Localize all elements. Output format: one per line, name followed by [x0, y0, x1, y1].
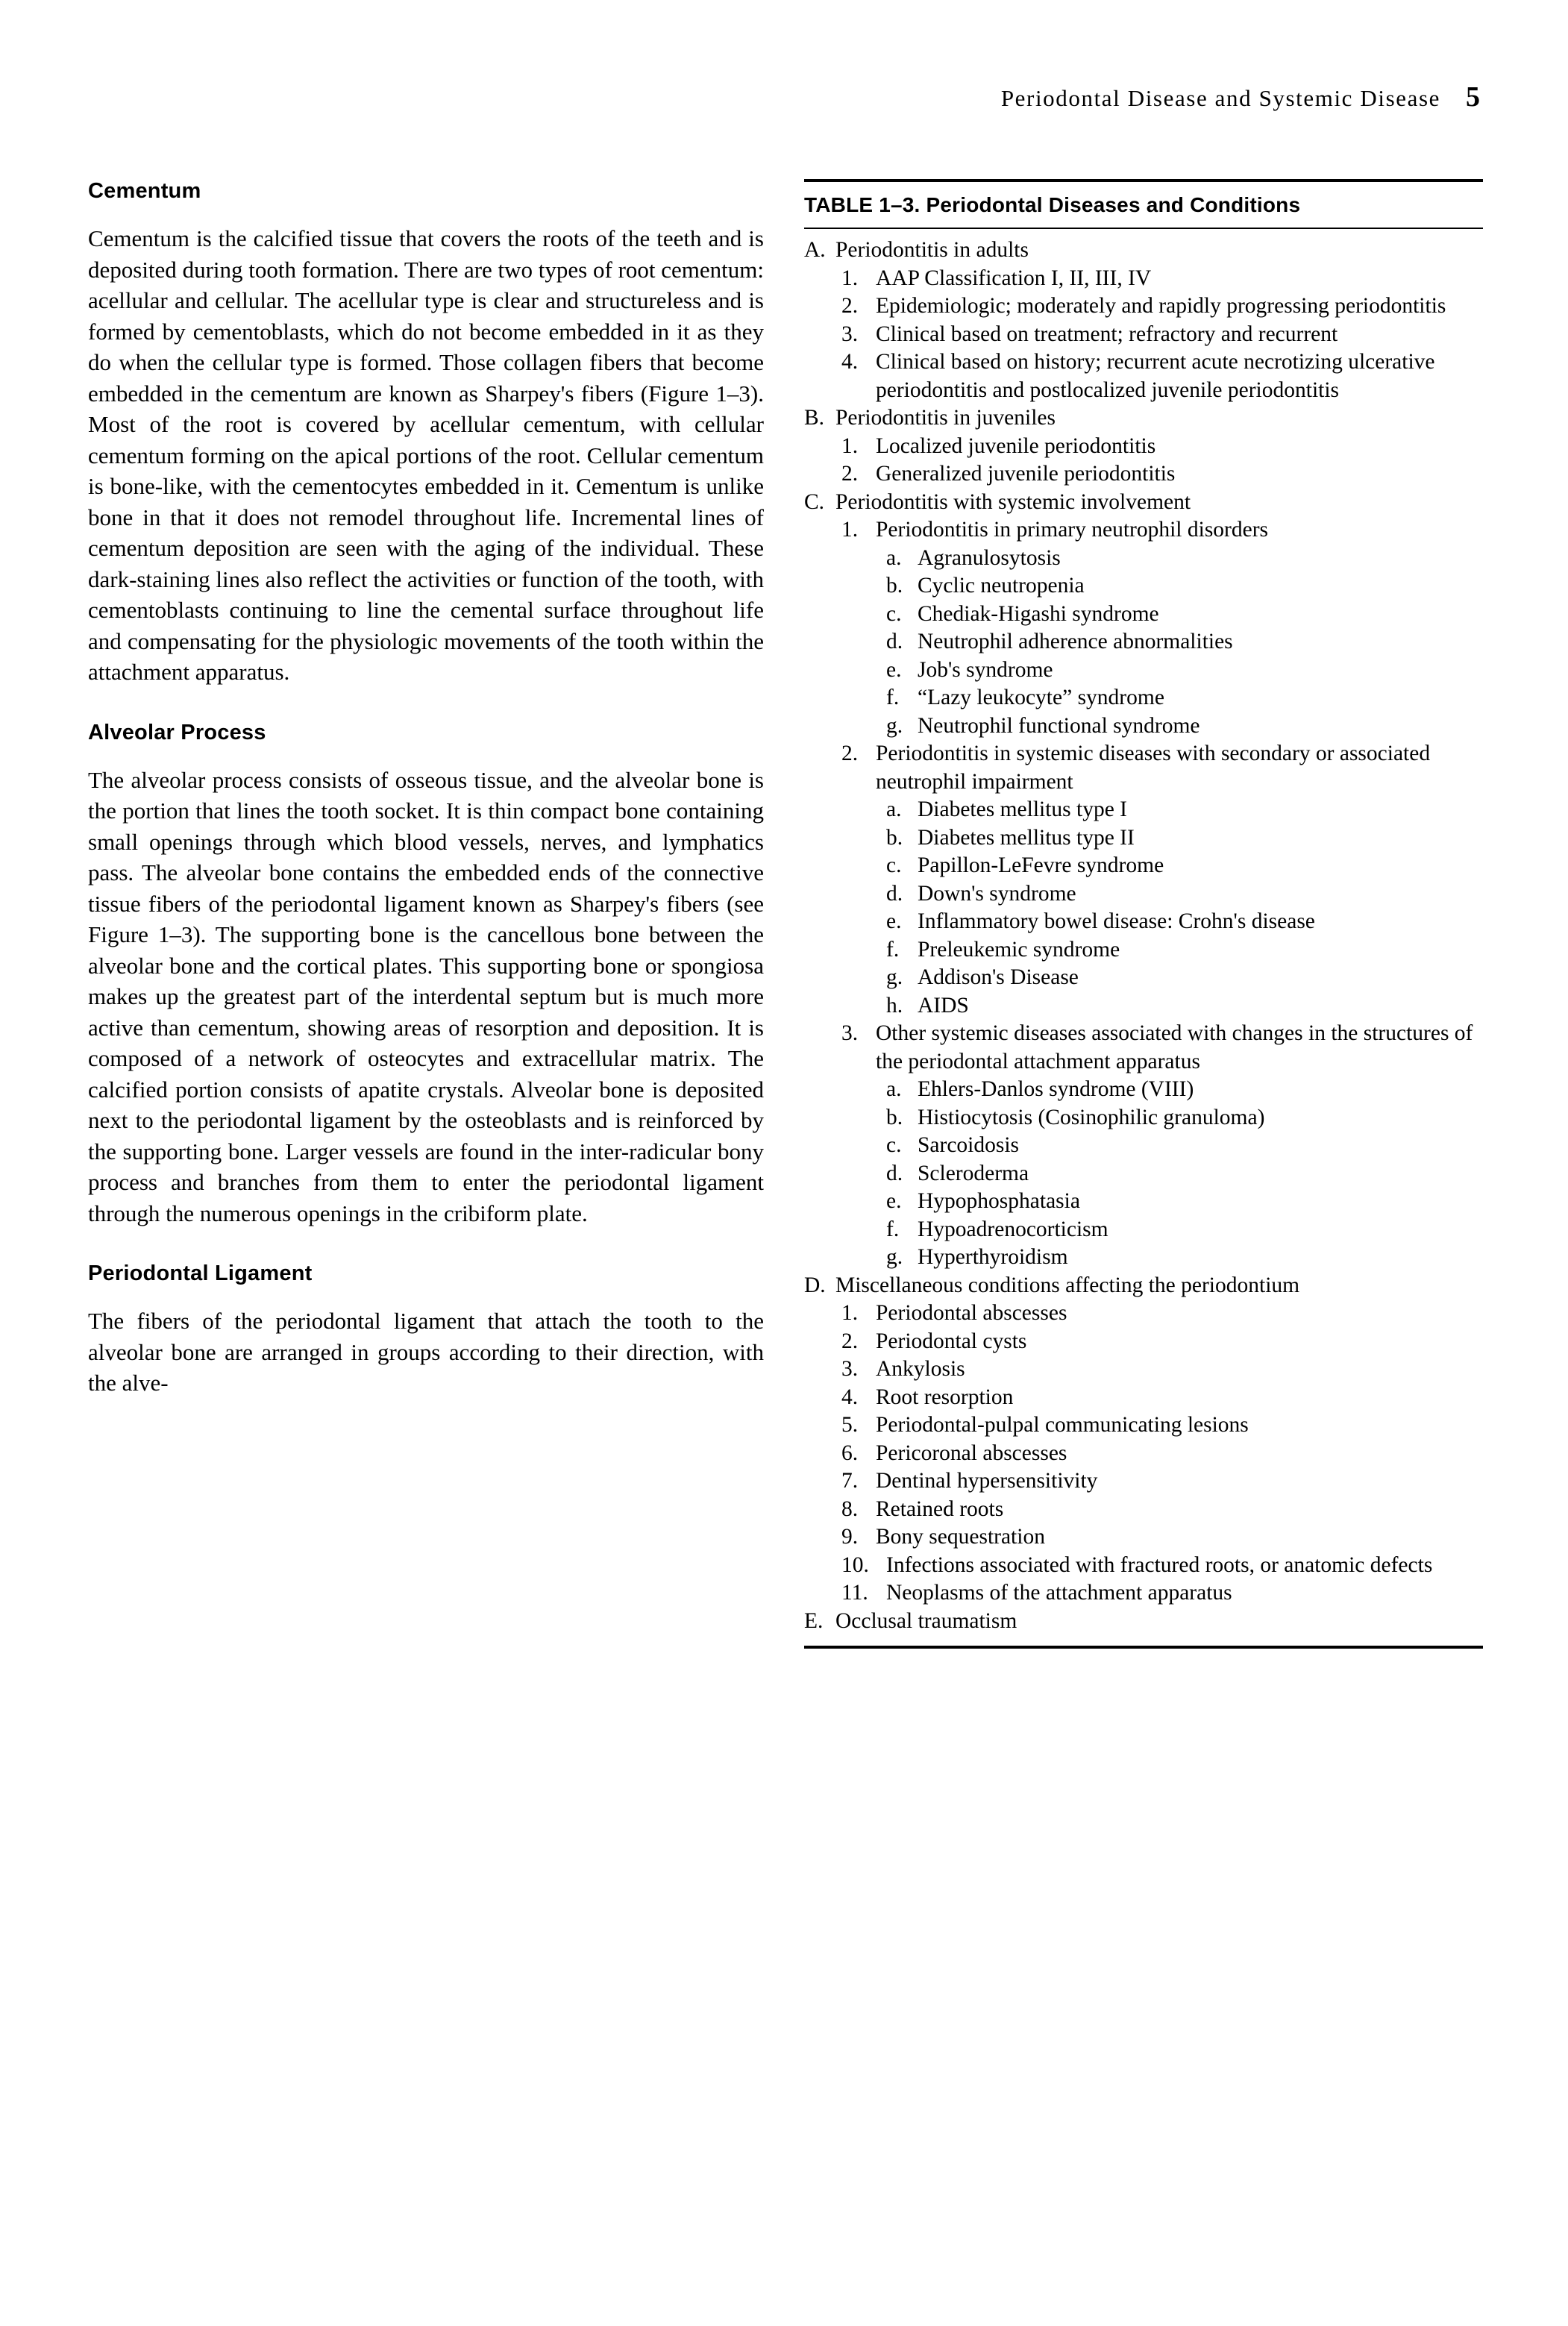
entry-marker: 4.	[841, 350, 859, 374]
entry-marker: g.	[886, 965, 903, 989]
right-column	[804, 179, 1483, 1649]
entry-text: Sarcoidosis	[918, 1133, 1020, 1157]
entry-text: Diabetes mellitus type I	[918, 797, 1127, 821]
table-title: TABLE 1–3. Periodontal Diseases and Conditions	[804, 193, 1301, 216]
entry-marker: g.	[886, 1245, 903, 1269]
entry-marker: 4.	[841, 1385, 859, 1409]
entry-marker: 9.	[841, 1525, 859, 1549]
section-heading-cementum: Cementum	[88, 179, 201, 203]
entry-text: Agranulosytosis	[918, 545, 1061, 570]
entry-marker: 3.	[841, 1021, 859, 1045]
entry-text: Root resorption	[876, 1385, 1014, 1409]
section-heading-alveolar-process: Alveolar Process	[88, 720, 266, 744]
entry-marker: 5.	[841, 1413, 859, 1437]
table-entry	[841, 348, 1483, 404]
entry-text: Periodontitis with systemic involvement	[835, 489, 1191, 514]
table-entry	[886, 824, 1483, 853]
table-entry	[841, 1523, 1483, 1552]
entry-text: Infections associated with fractured roots, or anatomic defects	[886, 1552, 1433, 1577]
entry-marker: b.	[886, 1105, 903, 1129]
entry-marker: b.	[886, 825, 903, 850]
entry-marker: E.	[804, 1608, 824, 1633]
table-bottom-rule	[804, 1646, 1483, 1649]
left-column	[88, 179, 764, 1649]
entry-text: Inflammatory bowel disease: Crohn's disease	[918, 909, 1315, 933]
entry-text: Retained roots	[876, 1496, 1004, 1521]
entry-marker: 11.	[841, 1581, 868, 1605]
table-entry	[886, 880, 1483, 909]
entry-text: Clinical based on treatment; refractory and recurrent	[876, 322, 1338, 346]
entry-marker: 7.	[841, 1469, 859, 1493]
entry-text: Neutrophil adherence abnormalities	[918, 630, 1233, 653]
entry-text: Scleroderma	[918, 1161, 1029, 1185]
entry-text: Pericoronal abscesses	[876, 1441, 1067, 1465]
entry-text: Bony sequestration	[876, 1525, 1045, 1549]
entry-marker: f.	[886, 1217, 900, 1241]
table-entry	[804, 1608, 1483, 1636]
table-entry	[886, 712, 1483, 741]
entry-text: Histiocytosis (Cosinophilic granuloma)	[918, 1105, 1265, 1129]
entry-text: Epidemiologic; moderately and rapidly progressing periodontitis	[876, 294, 1446, 318]
table-entry	[886, 1188, 1483, 1216]
entry-marker: a.	[886, 1077, 902, 1101]
entry-text: AAP Classification I, II, III, IV	[876, 266, 1152, 290]
entry-text: Cyclic neutropenia	[918, 574, 1085, 598]
entry-marker: 6.	[841, 1441, 859, 1465]
entry-marker: f.	[886, 937, 900, 962]
table-entry	[886, 908, 1483, 936]
paragraph-cementum: Cementum is the calcified tissue that covers the roots of the teeth and is deposited during tooth formation. There are two types of root cementum: acellular and cellular. The acellular type is clear and structureless and is formed by cementoblasts, which do not become embedded in it as they do when the cellular type is formed. Those collagen fibers that become embedded in the cementum are known as Sharpey's fibers (Figure 1–3). Most of the root is covered by acellular cementum, with cellular cementum forming on the apical portions of the root. Cellular cementum is bone-like, with the cementocytes embedded in it. Cementum is unlike bone in that it does not remodel throughout life. Incremental lines of cementum deposition are seen with the aging of the individual. These dark-staining lines also reflect the activities or function of the tooth, with cementoblasts continuing to line the cemental surface throughout life and compensating for the physiologic movements of the tooth within the attachment apparatus.	[88, 225, 764, 685]
table-entry	[841, 460, 1483, 489]
entry-text: Hyperthyroidism	[918, 1245, 1068, 1269]
entry-marker: d.	[886, 881, 903, 906]
entry-marker: e.	[886, 1189, 902, 1213]
table-entry	[804, 236, 1483, 265]
table-entry	[886, 1132, 1483, 1160]
table-entry	[841, 1440, 1483, 1468]
table-entry	[841, 1355, 1483, 1384]
paragraph-periodontal-ligament: The fibers of the periodontal ligament that attach the tooth to the alveolar bone are arranged in groups according to their direction, with the alve-	[88, 1308, 764, 1396]
table-entry	[886, 572, 1483, 601]
table-entry	[841, 433, 1483, 461]
entry-marker: 1.	[841, 1301, 859, 1325]
entry-marker: b.	[886, 574, 903, 598]
table-entry	[841, 1411, 1483, 1440]
entry-text: Periodontitis in systemic diseases with secondary or associated neutrophil impairment	[876, 742, 1431, 794]
table-entry	[841, 1300, 1483, 1328]
entry-text: Neoplasms of the attachment apparatus	[886, 1581, 1232, 1605]
entry-text: AIDS	[918, 993, 969, 1018]
table-entry	[886, 1076, 1483, 1104]
entry-text: Other systemic diseases associated with changes in the structures of the periodontal attachment apparatus	[876, 1021, 1473, 1073]
entry-marker: 8.	[841, 1496, 859, 1521]
table-entry	[886, 1160, 1483, 1188]
body-columns	[88, 179, 1483, 1649]
table-entry	[886, 1244, 1483, 1272]
entry-marker: 2.	[841, 742, 859, 765]
entry-marker: 2.	[841, 1329, 859, 1353]
entry-marker: f.	[886, 686, 900, 709]
entry-marker: c.	[886, 853, 902, 877]
section-heading-periodontal-ligament: Periodontal Ligament	[88, 1261, 313, 1285]
entry-marker: g.	[886, 713, 903, 738]
table-entry	[886, 601, 1483, 629]
entry-marker: 1.	[841, 433, 859, 458]
table-entry	[886, 1104, 1483, 1132]
entry-text: Periodontal cysts	[876, 1329, 1027, 1353]
table-entry	[841, 740, 1483, 796]
entry-text: Job's syndrome	[918, 657, 1053, 682]
entry-text: Ehlers-Danlos syndrome (VIII)	[918, 1077, 1194, 1101]
table-entry	[841, 516, 1483, 545]
paragraph-alveolar-process: The alveolar process consists of osseous tissue, and the alveolar bone is the portion that lines the tooth socket. It is thin compact bone containing small openings through which blood vessels, nerves, and lymphatics pass. The alveolar bone contains the embedded ends of the connective tissue fibers of the periodontal ligament known as Sharpey's fibers (see Figure 1–3). The supporting bone is the cancellous bone between the alveolar bone and the cortical plates. This supporting bone or spongiosa makes up the greatest part of the interdental septum but is much more active than cementum, showing areas of resorption and deposition. It is composed of a network of osteocytes and extracellular matrix. The calcified portion consists of apatite crystals. Alveolar bone is deposited next to the periodontal ligament by the osteoblasts and is reinforced by the supporting bone. Larger vessels are found in the inter-radicular bony process and branches from them to enter the periodontal ligament through the numerous openings in the cribiform plate.	[88, 766, 764, 1226]
entry-text: Down's syndrome	[918, 881, 1076, 906]
entry-text: Periodontitis in adults	[835, 238, 1029, 262]
table-entry	[841, 1579, 1483, 1608]
table-entry	[886, 684, 1483, 712]
table-entry	[886, 964, 1483, 992]
table-entry	[886, 1216, 1483, 1244]
entry-marker: C.	[804, 489, 825, 514]
entry-marker: c.	[886, 1133, 902, 1157]
entry-text: Periodontal-pulpal communicating lesions	[876, 1413, 1249, 1437]
entry-text: Periodontitis in primary neutrophil disorders	[876, 518, 1269, 542]
entry-marker: D.	[804, 1273, 826, 1297]
entry-text: Hypophosphatasia	[918, 1189, 1080, 1213]
entry-marker: 1.	[841, 518, 859, 542]
table-1-3	[804, 179, 1483, 1649]
running-head-title: Periodontal Disease and Systemic Disease	[1000, 85, 1440, 111]
entry-marker: B.	[804, 406, 825, 430]
entry-marker: h.	[886, 993, 903, 1018]
entry-marker: a.	[886, 797, 902, 821]
table-entry	[841, 1496, 1483, 1524]
table-entry	[804, 489, 1483, 517]
entry-text: “Lazy leukocyte” syndrome	[918, 686, 1164, 709]
entry-text: Neutrophil functional syndrome	[918, 713, 1200, 738]
entry-marker: a.	[886, 545, 902, 570]
table-entries	[804, 229, 1483, 1641]
table-entry	[841, 1552, 1483, 1580]
entry-text: Periodontitis in juveniles	[835, 406, 1056, 430]
table-entry	[886, 936, 1483, 965]
entry-marker: e.	[886, 657, 902, 682]
table-entry	[886, 852, 1483, 880]
entry-text: Preleukemic syndrome	[918, 937, 1120, 962]
running-head	[1001, 81, 1480, 113]
table-entry	[841, 321, 1483, 349]
entry-marker: 1.	[841, 266, 859, 290]
table-entry	[841, 1384, 1483, 1412]
entry-text: Chediak-Higashi syndrome	[918, 601, 1159, 626]
entry-marker: c.	[886, 601, 902, 626]
table-entry	[886, 796, 1483, 824]
table-entry	[886, 545, 1483, 573]
entry-text: Clinical based on history; recurrent acute necrotizing ulcerative periodontitis and postlocalized juvenile periodontitis	[876, 350, 1435, 402]
table-entry	[886, 992, 1483, 1021]
entry-text: Addison's Disease	[918, 965, 1079, 989]
entry-marker: 3.	[841, 1357, 859, 1381]
entry-text: Generalized juvenile periodontitis	[876, 462, 1176, 486]
entry-marker: 2.	[841, 294, 859, 318]
table-entry	[886, 656, 1483, 685]
table-entry	[886, 628, 1483, 656]
table-entry	[841, 1020, 1483, 1076]
table-entry	[804, 404, 1483, 433]
entry-text: Hypoadrenocorticism	[918, 1217, 1108, 1241]
entry-marker: A.	[804, 238, 826, 262]
entry-marker: 3.	[841, 322, 859, 346]
table-entry	[841, 292, 1483, 321]
table-entry	[841, 265, 1483, 293]
entry-text: Dentinal hypersensitivity	[876, 1469, 1098, 1493]
table-entry	[804, 1272, 1483, 1300]
page-number: 5	[1466, 81, 1480, 113]
entry-text: Localized juvenile periodontitis	[876, 433, 1156, 458]
table-entry	[841, 1328, 1483, 1356]
entry-text: Papillon-LeFevre syndrome	[918, 853, 1164, 877]
table-entry	[841, 1467, 1483, 1496]
entry-marker: e.	[886, 909, 902, 933]
entry-text: Miscellaneous conditions affecting the periodontium	[835, 1273, 1300, 1297]
entry-marker: 2.	[841, 462, 859, 486]
entry-marker: d.	[886, 1161, 903, 1185]
entry-text: Ankylosis	[876, 1357, 965, 1381]
entry-text: Occlusal traumatism	[835, 1608, 1017, 1633]
entry-text: Diabetes mellitus type II	[918, 825, 1135, 850]
entry-marker: d.	[886, 630, 903, 653]
entry-marker: 10.	[841, 1552, 869, 1577]
entry-text: Periodontal abscesses	[876, 1301, 1067, 1325]
